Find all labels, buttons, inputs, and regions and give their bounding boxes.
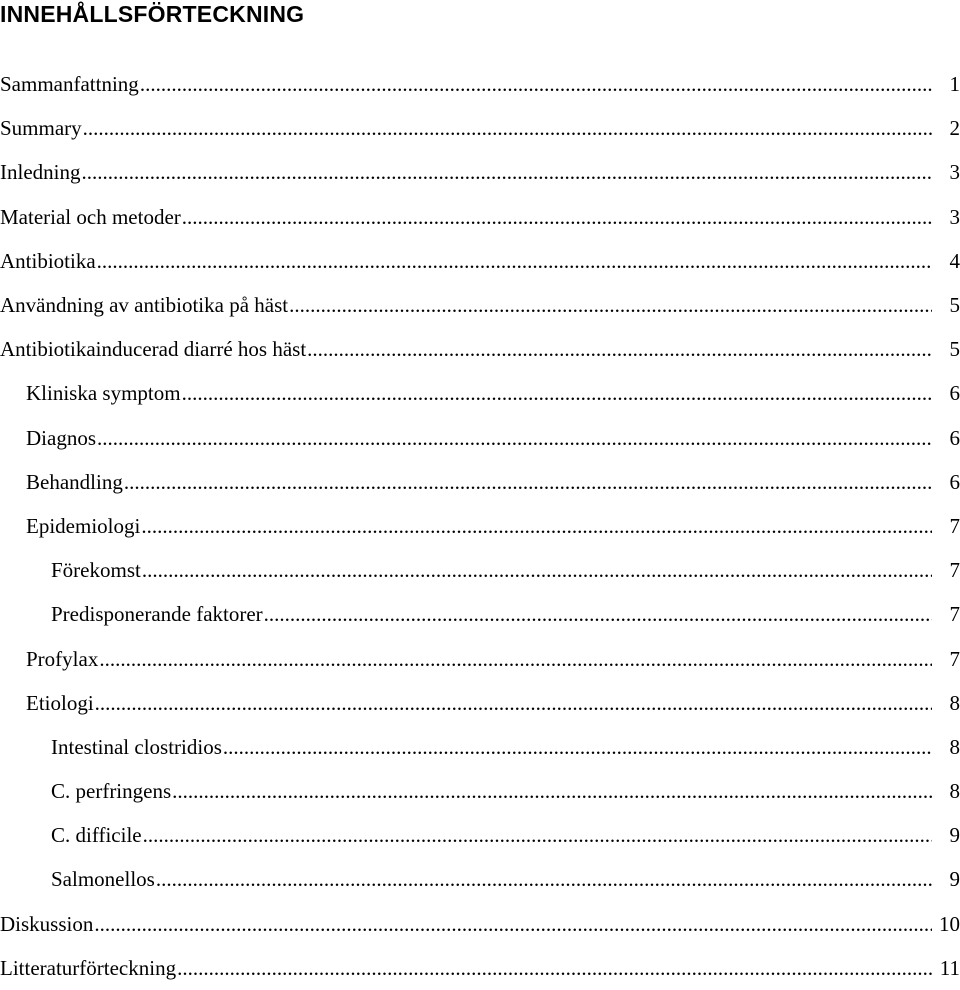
toc-page-number: 5 [949, 337, 960, 362]
dot-leader [182, 204, 932, 230]
toc-subentry[interactable] [0, 460, 960, 504]
dot-leader [223, 734, 932, 760]
dot-leader [83, 115, 932, 141]
toc-page-number: 7 [949, 558, 960, 583]
toc-page-number: 10 [939, 911, 960, 936]
toc-entry[interactable] [0, 239, 960, 283]
dot-leader [140, 71, 932, 97]
toc-page-number: 8 [949, 779, 960, 804]
toc-subsubentry[interactable] [0, 725, 960, 769]
toc-entry[interactable] [0, 902, 960, 946]
toc-entry-label: Profylax [26, 646, 99, 671]
toc-entry[interactable] [0, 106, 960, 150]
toc-page-number: 7 [949, 646, 960, 671]
toc-page-number: 6 [949, 381, 960, 406]
dot-leader [264, 601, 932, 627]
toc-entry-label: C. difficile [51, 823, 142, 848]
toc-entry-label: Etiologi [26, 690, 94, 715]
toc-entry-label: Diskussion [0, 911, 94, 936]
dot-leader [156, 866, 932, 892]
toc-entry-label: Inledning [0, 160, 81, 185]
toc-subsubentry[interactable] [0, 813, 960, 857]
dot-leader [289, 292, 932, 318]
dot-leader [97, 425, 932, 451]
toc-entry-label: Antibiotikainducerad diarré hos häst [0, 337, 307, 362]
toc-entry-label: Sammanfattning [0, 72, 139, 97]
toc-entry-label: Behandling [26, 469, 123, 494]
dot-leader [81, 159, 932, 185]
toc-entry-label: Användning av antibiotika på häst [0, 293, 289, 318]
toc-page-number: 7 [949, 513, 960, 538]
toc-page-number: 4 [949, 248, 960, 273]
dot-leader [142, 557, 932, 583]
dot-leader [124, 469, 932, 495]
toc-page-number: 8 [949, 734, 960, 759]
dot-leader [97, 248, 932, 274]
toc-page-number: 8 [949, 690, 960, 715]
dot-leader [307, 336, 932, 362]
toc-entry[interactable] [0, 150, 960, 194]
toc-entry[interactable] [0, 62, 960, 106]
toc-subentry[interactable] [0, 416, 960, 460]
toc-page-number: 1 [949, 72, 960, 97]
toc-page-number: 7 [949, 602, 960, 627]
toc-entry-label: Litteraturförteckning [0, 955, 177, 980]
toc-entry[interactable] [0, 283, 960, 327]
toc-subsubentry[interactable] [0, 857, 960, 901]
dot-leader [95, 690, 932, 716]
toc-entry-label: Summary [0, 116, 82, 141]
toc-page-number: 9 [949, 867, 960, 892]
dot-leader [143, 822, 932, 848]
toc-page-number: 3 [949, 204, 960, 229]
toc-subentry[interactable] [0, 681, 960, 725]
toc-page-number: 2 [949, 116, 960, 141]
dot-leader [172, 778, 932, 804]
toc-page-number: 6 [949, 469, 960, 494]
toc-subsubentry[interactable] [0, 592, 960, 636]
toc-page-number: 5 [949, 293, 960, 318]
toc-page-number: 3 [949, 160, 960, 185]
toc-entry-label: C. perfringens [51, 779, 172, 804]
toc-page-number: 11 [939, 955, 960, 980]
toc-entry-label: Kliniska symptom [26, 381, 181, 406]
toc-entry[interactable] [0, 327, 960, 371]
table-of-contents [0, 62, 960, 990]
dot-leader [94, 911, 932, 937]
toc-entry-label: Predisponerande faktorer [51, 602, 263, 627]
toc-entry-label: Salmonellos [51, 867, 155, 892]
toc-entry-label: Antibiotika [0, 248, 96, 273]
dot-leader [141, 513, 932, 539]
toc-subentry[interactable] [0, 504, 960, 548]
toc-entry-label: Material och metoder [0, 204, 181, 229]
toc-page-number: 6 [949, 425, 960, 450]
toc-entry-label: Epidemiologi [26, 513, 141, 538]
dot-leader [182, 380, 932, 406]
dot-leader [99, 646, 932, 672]
toc-subsubentry[interactable] [0, 548, 960, 592]
page-title: INNEHÅLLSFÖRTECKNING [0, 1, 305, 27]
toc-subentry[interactable] [0, 636, 960, 680]
dot-leader [177, 955, 932, 981]
toc-entry[interactable] [0, 946, 960, 990]
toc-entry[interactable] [0, 195, 960, 239]
toc-entry-label: Förekomst [51, 558, 141, 583]
toc-page-number: 9 [949, 823, 960, 848]
toc-entry-label: Intestinal clostridios [51, 734, 222, 759]
toc-subsubentry[interactable] [0, 769, 960, 813]
toc-entry-label: Diagnos [26, 425, 96, 450]
toc-subentry[interactable] [0, 371, 960, 415]
